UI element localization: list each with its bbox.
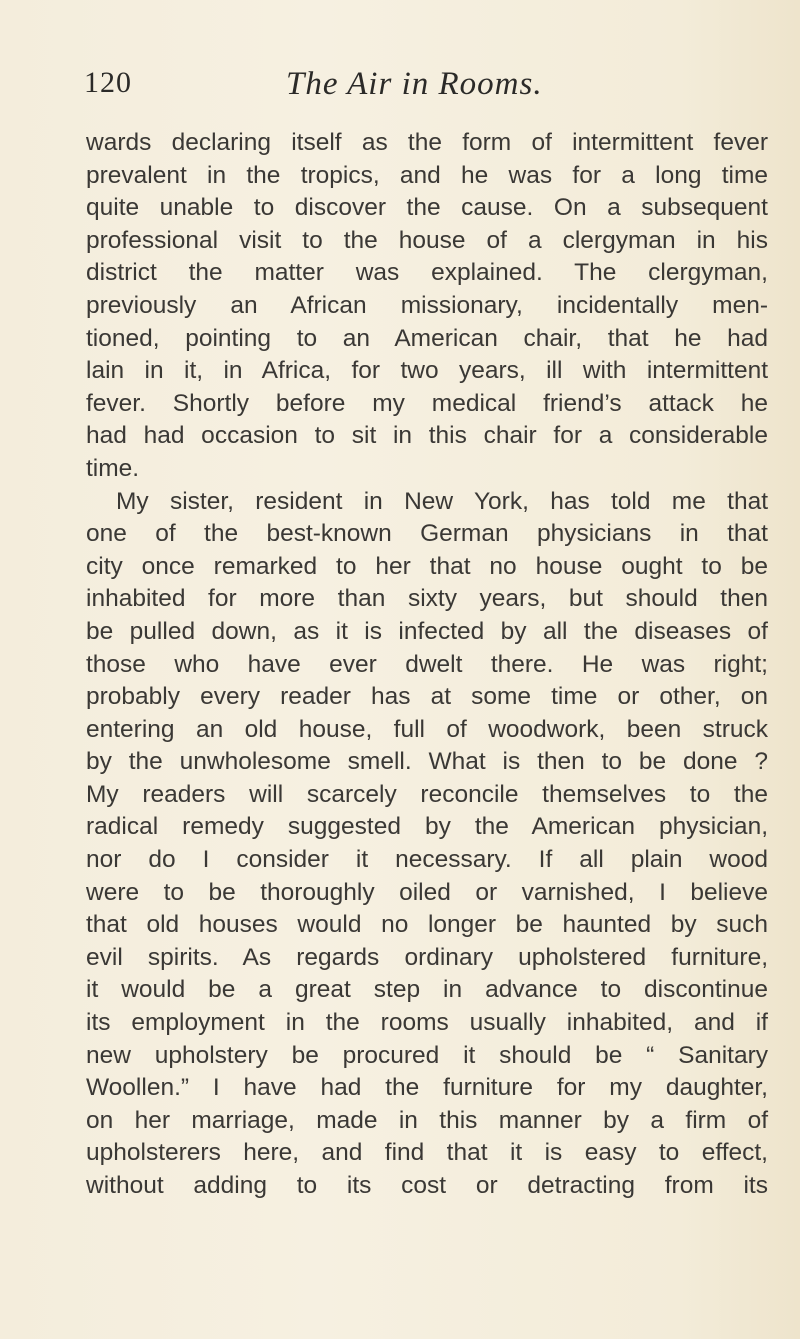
text-line: tioned, pointing to an American chair, that he had — [86, 324, 768, 352]
text-line: probably every reader has at some time or other, on — [86, 683, 768, 711]
text-line: Woollen.” I have had the furniture for my daughter, — [86, 1074, 768, 1102]
text-line: city once remarked to her that no house ought to be — [86, 552, 768, 580]
text-line: professional visit to the house of a clergyman in his — [86, 226, 768, 254]
text-line: that old houses would no longer be haunted by such — [86, 911, 768, 939]
text-line: evil spirits. As regards ordinary upholstered furniture, — [86, 943, 768, 971]
text-line: by the unwholesome smell. What is then to be done ? — [86, 748, 768, 776]
page-number: 120 — [84, 66, 132, 99]
text-line: wards declaring itself as the form of intermittent fever — [86, 129, 768, 156]
text-line: radical remedy suggested by the American physician, — [86, 813, 768, 841]
running-head — [84, 66, 764, 106]
text-line: quite unable to discover the cause. On a subsequent — [86, 194, 768, 222]
text-line: on her marriage, made in this manner by a firm of — [86, 1106, 768, 1134]
text-line: one of the best-known German physicians in that — [86, 520, 768, 548]
running-title: The Air in Rooms. — [286, 66, 543, 102]
text-line: nor do I consider it necessary. If all plain wood — [86, 846, 768, 874]
text-line: inhabited for more than sixty years, but should then — [86, 585, 768, 613]
text-line: those who have ever dwelt there. He was right; — [86, 650, 768, 678]
text-line: lain in it, in Africa, for two years, ill with intermittent — [86, 357, 768, 385]
text-line: entering an old house, full of woodwork, been struck — [86, 715, 768, 743]
text-line: district the matter was explained. The clergyman, — [86, 259, 768, 287]
text-line: My readers will scarcely reconcile themselves to the — [86, 780, 768, 808]
text-line: its employment in the rooms usually inhabited, and if — [86, 1009, 768, 1037]
body-text — [86, 127, 768, 1203]
text-line: without adding to its cost or detracting from its — [86, 1172, 768, 1199]
text-line: had had occasion to sit in this chair for a considerable — [86, 422, 768, 450]
text-line: it would be a great step in advance to discontinue — [86, 976, 768, 1004]
text-line: fever. Shortly before my medical friend’s attack he — [86, 389, 768, 417]
paragraph-first-line: My sister, resident in New York, has told me that — [116, 487, 768, 515]
text-line: be pulled down, as it is infected by all the diseases of — [86, 617, 768, 645]
text-line: previously an African missionary, incidentally men- — [86, 291, 768, 319]
text-line: were to be thoroughly oiled or varnished, I believe — [86, 878, 768, 906]
text-line: prevalent in the tropics, and he was for a long time — [86, 161, 768, 189]
text-line: new upholstery be procured it should be “ Sanitary — [86, 1041, 768, 1069]
paragraph-end-line: time. — [86, 454, 140, 482]
text-line: upholsterers here, and find that it is easy to effect, — [86, 1139, 768, 1167]
